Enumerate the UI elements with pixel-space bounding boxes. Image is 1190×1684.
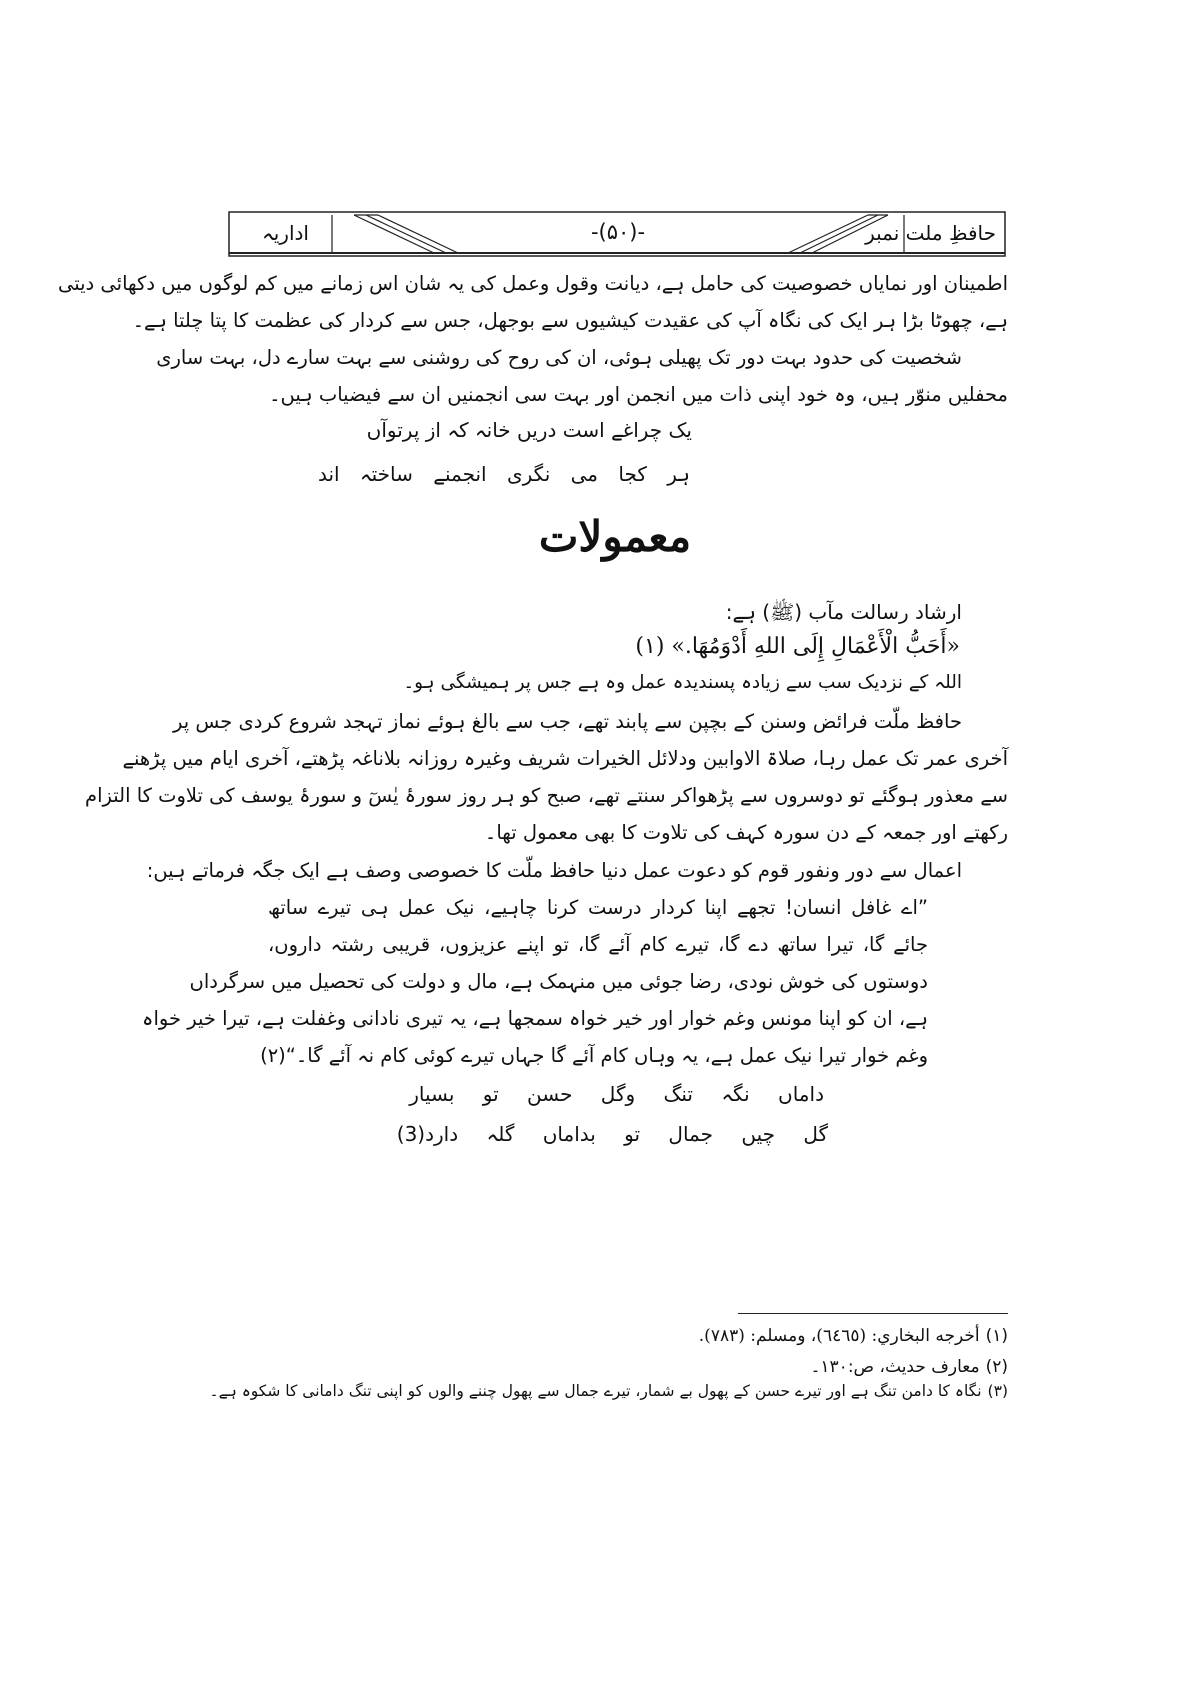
body-text (57, 0, 1008, 1684)
header-page-number: -(۵۰)- (590, 220, 646, 244)
header-section-label: اداریہ (262, 221, 309, 245)
intro-line-4: محفلیں منوّر ہیں، وہ خود اپنی ذات میں انجمن اور بہت سی انجمنیں ان سے فیضیاب ہیں۔ (269, 383, 1008, 406)
footnote-3-text: نگاہ کا دامن تنگ ہے اور تیرے حسن کے پھول بے شمار، تیرے جمال سے پھول چننے والوں کو اپنی تنگ دامانی کا شکوہ ہے۔ (209, 1382, 982, 1400)
verse1-line-2: ہر کجا می نگری انجمنے ساختہ اند (317, 462, 690, 486)
section-title: معمولات (538, 512, 692, 561)
verse2-line-1: داماں نگہ تنگ وگل حسن تو بسیار (409, 1082, 824, 1106)
footnote-2-text: معارف حدیث، ص:۱۳۰۔ (810, 1357, 980, 1377)
quote-line-5: وغم خوار تیرا نیک عمل ہے، یہ وہاں کام آئے گا جہاں تیرے کوئی کام نہ آئے گا۔“(۲) (260, 1044, 928, 1067)
intro-line-3: شخصیت کی حدود بہت دور تک پھیلی ہوئی، ان کی روح کی روشنی سے بہت سارے دل، بہت ساری (156, 346, 962, 369)
footnote-2 (810, 1356, 1008, 1377)
footnote-divider (738, 1313, 1008, 1314)
quote-line-2: جائے گا، تیرا ساتھ دے گا، تیرے کام آئے گا، تو اپنے عزیزوں، قریبی رشتہ داروں، (268, 933, 928, 956)
verse1-line-1: یک چراغے است دریں خانہ کہ از پرتوآں (366, 418, 692, 442)
quote-line-1: ”اے غافل انسان! تجھے اپنا کردار درست کرنا چاہیے، نیک عمل ہی تیرے ساتھ (268, 896, 928, 919)
para2-line-3: سے معذور ہوگئے تو دوسروں سے پڑھواکر سنتے تھے، صبح کو ہر روز سورۂ یٰسٓ و سورۂ یوسف کی تلاوت کا التزام (85, 784, 1008, 807)
quote-line-3: دوستوں کی خوش نودی، رضا جوئی میں منہمک ہے، مال و دولت کی تحصیل میں سرگرداں (189, 970, 928, 993)
footnote-2-number: (۲) (985, 1357, 1008, 1377)
quote-line-4: ہے، ان کو اپنا مونس وغم خوار اور خیر خواہ سمجھا ہے، یہ تیری نادانی وغفلت ہے، تیرا خیر خواہ (142, 1007, 928, 1030)
para2-line-4: رکھتے اور جمعہ کے دن سورہ کہف کی تلاوت کا بھی معمول تھا۔ (484, 821, 1008, 844)
header-journal-title: حافظِ ملت نمبر (865, 221, 996, 245)
footnote-1 (699, 1326, 1008, 1346)
para2-line-1: حافظ ملّت فرائض وسنن کے بچپن سے پابند تھے، جب سے بالغ ہوئے نماز تہجد شروع کردی جس پر (173, 710, 962, 733)
hadith-intro: ارشاد رسالت مآب (ﷺ) ہے: (725, 600, 962, 624)
hadith-arabic: «أَحَبُّ الْأَعْمَالِ إِلَى اللهِ أَدْوَمُهَا.» (۱) (635, 634, 960, 659)
verse2-line-2: گل چیں جمال تو بداماں گلہ دارد(3) (396, 1122, 828, 1146)
footnote-3 (210, 1382, 1008, 1400)
hadith-translation: اللہ کے نزدیک سب سے زیادہ پسندیدہ عمل وہ ہے جس پر ہمیشگی ہو۔ (403, 672, 962, 693)
footnote-1-number: (۱) (985, 1326, 1008, 1346)
footnote-1-text: أخرجه البخاري: (٦٤٦٥)، ومسلم: (٧٨٣). (698, 1326, 980, 1346)
para2-line-2: آخری عمر تک عمل رہا، صلاۃ الاوابین ودلائل الخیرات شریف وغیرہ روزانہ بلاناغہ پڑھتے، آخری ایام میں پڑھنے (122, 747, 1008, 770)
intro-line-1: اطمینان اور نمایاں خصوصیت کی حامل ہے، دیانت وقول وعمل کی یہ شان اس زمانے میں کم لوگوں میں دکھائی دیتی (57, 272, 1008, 295)
para3-intro: اعمال سے دور ونفور قوم کو دعوت عمل دنیا حافظ ملّت کا خصوصی وصف ہے ایک جگہ فرماتے ہیں: (146, 859, 962, 882)
footnote-3-number: (۳) (987, 1382, 1008, 1400)
intro-line-2: ہے، چھوٹا بڑا ہر ایک کی نگاہ آپ کی عقیدت کیشیوں سے بوجھل، جس سے کردار کی عظمت کا پتا چلتا ہے۔ (132, 309, 1008, 332)
